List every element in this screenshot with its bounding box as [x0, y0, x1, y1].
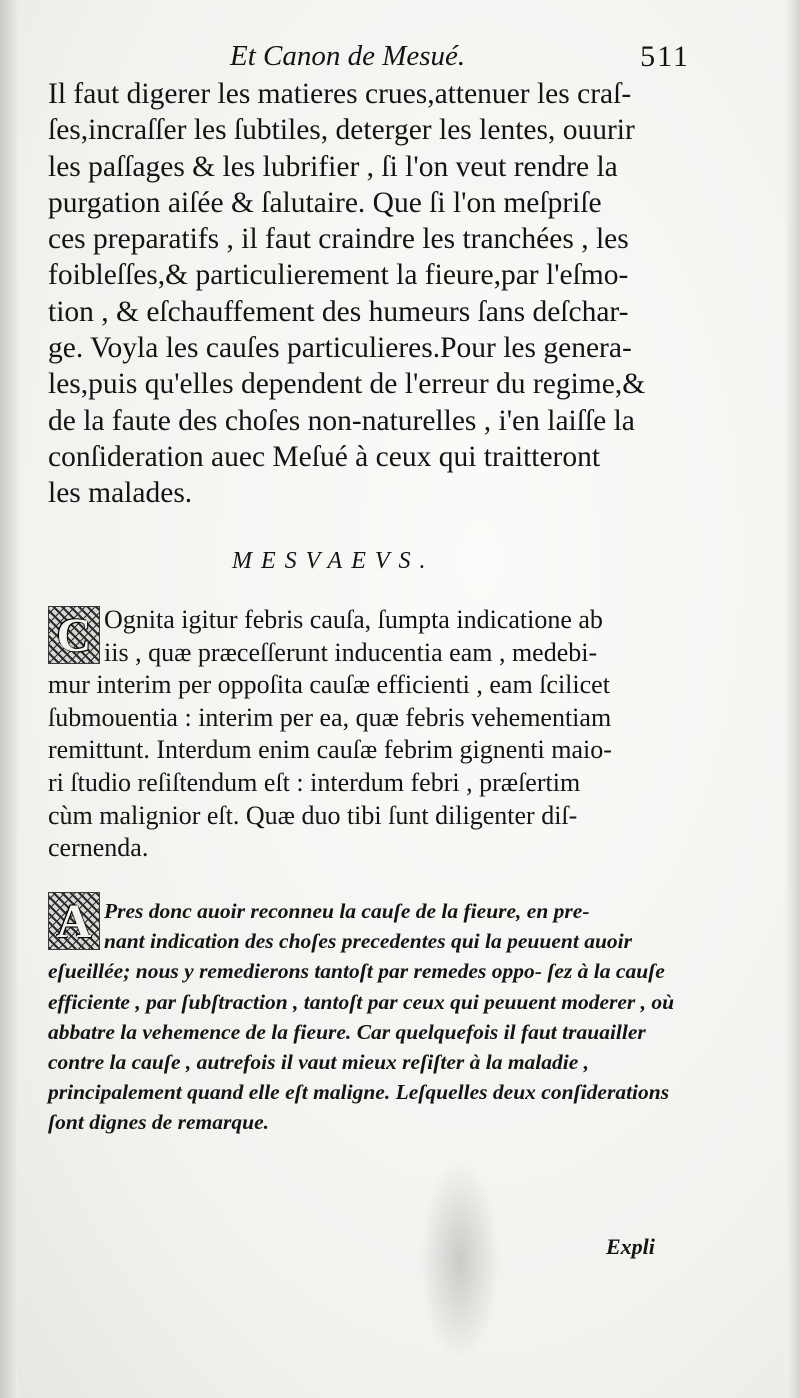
text-line: Il faut digerer les matieres crues,attenuer les craſ-	[48, 78, 632, 110]
section-heading: MESVAEVS.	[232, 548, 435, 574]
french-paragraph-1	[48, 76, 668, 512]
text-line: tion , & eſchauffement des humeurs ſans deſchar-	[48, 295, 629, 328]
text-line: conſideration auec Meſué à ceux qui traitteront	[48, 440, 601, 473]
text-line: purgation aiſée & ſalutaire. Que ſi l'on meſpriſe	[48, 186, 602, 219]
text-line: auoir eſueillée; nous y remedierons tantoſt par remedes oppo-	[48, 929, 632, 984]
text-line: iis , quæ præceſſerunt inducentia eam , medebi-	[104, 637, 598, 667]
text-line: de la faute des choſes non-naturelles , i'en laiſſe la	[48, 404, 635, 437]
text-line: cùm malignior eſt. Quæ duo tibi ſunt diligenter diſ-	[48, 800, 578, 830]
text-line: Car quelquefois il faut trauailler contre la cauſe , autrefois il	[48, 1019, 646, 1075]
text-line: ri ſtudio reſiſtendum eſt : interdum febri , præſertim	[48, 767, 581, 797]
drop-cap-letter: C	[56, 608, 92, 662]
text-line: les,puis qu'elles dependent de l'erreur du regime,&	[48, 368, 646, 401]
text-line: eſt maligne. Leſquelles deux conſiderations ſont dignes de	[48, 1080, 670, 1135]
ink-smudge	[420, 1160, 500, 1360]
text-line: mur interim per oppoſita cauſæ efficienti , eam ſcilicet	[48, 670, 610, 700]
page-edge	[786, 0, 800, 1398]
drop-cap-letter: A	[56, 894, 92, 948]
text-line: ſes,incraſſer les ſubtiles, deterger les lentes, ouurir	[48, 114, 635, 147]
catchword: Expli	[606, 1234, 655, 1259]
text-line: nant indication des choſes precedentes qui la peuuent	[104, 929, 579, 954]
text-line: vaut mieux reſiſter à la maladie , principalement quand elle	[48, 1050, 590, 1105]
text-line: foibleſſes,& particulierement la fieure,par l'eſmo-	[48, 259, 629, 292]
latin-paragraph	[48, 604, 668, 865]
text-line: remarque.	[177, 1110, 269, 1135]
text-line: ces preparatifs , il faut craindre les tranchées , les	[48, 223, 629, 256]
text-line: ge. Voyla les cauſes particulieres.Pour les genera-	[48, 332, 632, 365]
text-line: Pres donc auoir reconneu la cauſe de la fieure, en pre-	[104, 899, 590, 923]
running-title: Et Canon de Mesué.	[230, 40, 466, 72]
text-line: remittunt. Interdum enim cauſæ febrim gignenti maio-	[48, 735, 612, 765]
text-line: Ognita igitur febris cauſa, ſumpta indicatione ab	[104, 605, 603, 634]
page-number: 511	[640, 40, 690, 73]
text-line: ſubmouentia : interim per ea, quæ febris vehementiam	[48, 702, 612, 732]
french-paragraph-2	[48, 896, 678, 1138]
text-line: ſez à la cauſe efficiente , par ſubſtraction , tantoſt par ceux	[48, 959, 665, 1014]
text-line: cernenda.	[48, 833, 149, 863]
text-line: les paſſages & les lubrifier , ſi l'on veut rendre la	[48, 150, 618, 183]
text-line: qui peuuent moderer , où abbatre la vehemence de la fieure.	[48, 989, 675, 1044]
binding-gutter	[0, 0, 18, 1398]
text-line: les malades.	[48, 477, 193, 510]
